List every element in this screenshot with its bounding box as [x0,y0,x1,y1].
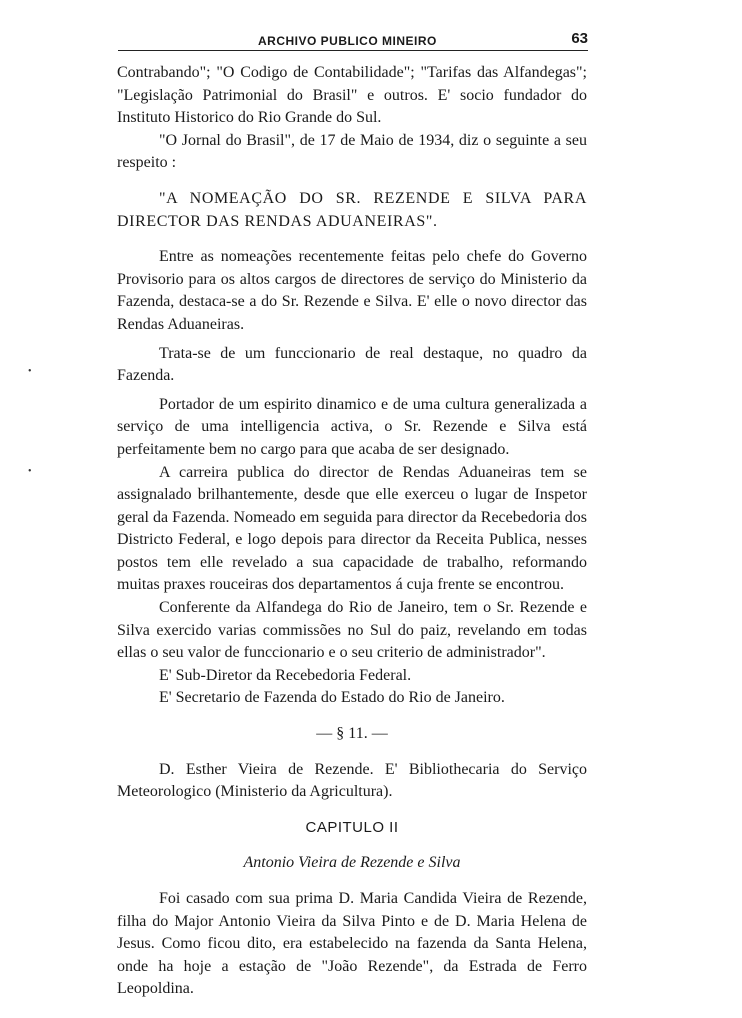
quoted-headline: "A NOMEAÇÃO DO SR. REZENDE E SILVA PARA DIRECTOR DAS RENDAS ADUANEIRAS". [117,189,587,230]
paragraph: Conferente da Alfandega do Rio de Janeiro, tem o Sr. Rezende e Silva exercido varias commissões no Sul do paiz, revelando em todas ellas o seu valor de funccionario e o seu criterio de administrador". [117,599,587,662]
paragraph: Entre as nomeações recentemente feitas pelo chefe do Governo Provisorio para os altos cargos de directores de serviço do Ministerio da Fazenda, destaca-se a do Sr. Rezende e Silva. E' elle o novo director das Rendas Aduaneiras. [117,248,587,333]
paragraph: Portador de um espirito dinamico e de uma cultura generalizada a serviço de uma intelligencia activa, o Sr. Rezende e Silva está perfeitamente bem no cargo para que acaba de ser designado. [117,395,587,458]
margin-mark: • [28,366,32,377]
chapter-paragraph: Foi casado com sua prima D. Maria Candida Vieira de Rezende, filha do Major Antonio Vieira da Silva Pinto e de D. Maria Helena de Jesus. Como ficou dito, era estabelecido na fazenda da Santa Helena, onde ha hoje a estação de "João Rezende", da Estrada de Ferro Leopoldina. [117,890,587,998]
running-title: ARCHIVO PUBLICO MINEIRO [258,34,437,48]
page-number: 63 [571,30,588,47]
section-mark: — § 11. — [316,725,388,743]
page-body [117,62,587,1001]
chapter-heading: CAPITULO II [305,818,399,836]
paragraph: Contrabando"; "O Codigo de Contabilidade"; "Tarifas das Alfandegas"; "Legislação Patrimonial do Brasil" e outros. E' socio fundador do Instituto Historico do Rio Grande do Sul. [117,64,587,127]
section-paragraph: D. Esther Vieira de Rezende. E' Bibliothecaria do Serviço Meteorologico (Ministerio da Agricultura). [117,760,587,801]
paragraph: E' Secretario de Fazenda do Estado do Rio de Janeiro. [159,689,505,707]
paragraph: A carreira publica do director de Rendas Aduaneiras tem se assignalado brilhantemente, desde que elle exerceu o lugar de Inspetor geral da Fazenda. Nomeado em seguida para director da Recebedoria dos Districto Federal, e logo depois para director da Receita Publica, nesses postos tem elle revelado a sua capacidade de trabalho, reformando muitas praxes rouceiras dos departamentos á cuja frente se encontrou. [117,463,587,594]
page-header [118,30,588,54]
margin-mark: • [28,466,32,477]
chapter-subtitle: Antonio Vieira de Rezende e Silva [243,854,461,872]
paragraph: Trata-se de um funccionario de real destaque, no quadro da Fazenda. [117,344,587,385]
paragraph: "O Jornal do Brasil", de 17 de Maio de 1934, diz o seguinte a seu respeito : [117,131,587,172]
paragraph: E' Sub-Diretor da Recebedoria Federal. [159,666,412,684]
header-rule [118,50,588,51]
